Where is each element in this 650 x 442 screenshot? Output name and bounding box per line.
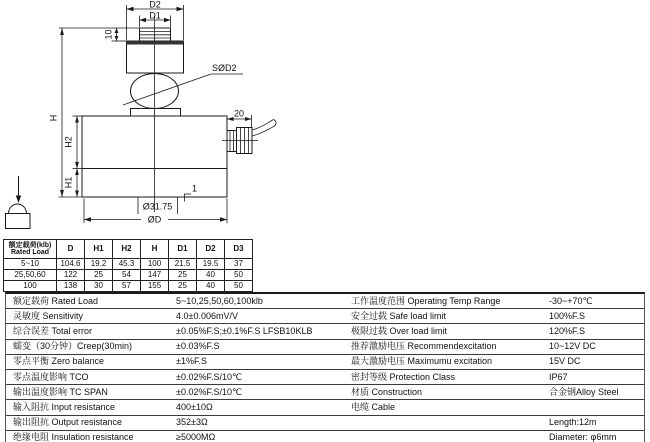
dim-cell: 25 bbox=[169, 281, 197, 292]
dim-cell: 54 bbox=[113, 270, 141, 281]
cable bbox=[252, 120, 276, 137]
dim-header-h2: H2 bbox=[113, 240, 141, 259]
dim-cell: 25 bbox=[85, 270, 113, 281]
dimension-table-row bbox=[4, 270, 253, 281]
dimension-table-row bbox=[4, 281, 253, 292]
dim-header-rated-load bbox=[4, 240, 57, 259]
spec-label: 灵敏度 Sensitivity bbox=[13, 310, 84, 321]
spec-label: 综合误差 Total error bbox=[13, 325, 93, 336]
dim-label-20: 20 bbox=[233, 108, 245, 119]
top-stud bbox=[140, 28, 171, 41]
spec-value: 5~10,25,50,60,100klb bbox=[176, 295, 263, 306]
dim-label-sphere: SØD2 bbox=[212, 63, 237, 73]
spec-value: ±1%F.S bbox=[176, 356, 207, 367]
spec-label: 输出阻抗 Output resistance bbox=[13, 417, 123, 428]
spec-value: 15V DC bbox=[549, 356, 581, 367]
spec-label: 工作温度范围 Operating Temp Range bbox=[351, 295, 501, 306]
dim-cell: 25,50,60 bbox=[4, 270, 57, 281]
dimension-10 bbox=[59, 28, 139, 41]
dim-header-d3: D3 bbox=[225, 240, 253, 259]
dim-header-h1: H1 bbox=[85, 240, 113, 259]
dim-cell: 30 bbox=[85, 281, 113, 292]
spec-row-sensitivity bbox=[6, 309, 644, 324]
dim-header-d1: D1 bbox=[169, 240, 197, 259]
dimension-table bbox=[3, 239, 253, 292]
dim-cell: 50 bbox=[225, 270, 253, 281]
dimension-20 bbox=[227, 109, 252, 128]
spec-value: IP67 bbox=[549, 371, 568, 382]
spec-value: ≥5000MΩ bbox=[176, 432, 216, 442]
dimension-d1 bbox=[140, 11, 171, 28]
spec-label: 极限过载 Over load limit bbox=[351, 325, 448, 336]
dim-cell: 19.2 bbox=[85, 259, 113, 270]
spec-row-tco bbox=[6, 370, 644, 385]
dim-label-d1: D1 bbox=[149, 10, 161, 21]
spec-value: 352±3Ω bbox=[176, 417, 208, 428]
dimension-h1 bbox=[64, 169, 79, 198]
dim-label-h1: H1 bbox=[63, 176, 74, 189]
dim-cell: 40 bbox=[197, 270, 225, 281]
spec-value: 120%F.S bbox=[549, 325, 586, 336]
dim-label-h: H bbox=[48, 114, 59, 122]
dim-label-hole: Ø31.75 bbox=[142, 201, 173, 212]
spec-label: 最大激励电压 Maximumu excitation bbox=[351, 356, 493, 367]
spec-row-output-resistance bbox=[6, 416, 644, 431]
spec-value: ±0.02%F.S/10℃ bbox=[176, 371, 243, 382]
spec-label: 额定载荷 Rated Load bbox=[13, 295, 99, 306]
dim-label-h2: H2 bbox=[63, 136, 74, 148]
dim-header-rated-load-en: Rated Load bbox=[10, 249, 50, 256]
dim-cell: 100 bbox=[4, 281, 57, 292]
spec-row-insulation-resistance bbox=[6, 431, 644, 442]
dimension-hole bbox=[138, 198, 178, 215]
spec-row-rated-load bbox=[6, 294, 644, 309]
spec-value: ±0.02%F.S/10℃ bbox=[176, 386, 243, 397]
dim-cell: 57 bbox=[113, 281, 141, 292]
spec-row-total-error bbox=[6, 324, 644, 339]
spec-value: 400±10Ω bbox=[176, 401, 213, 412]
dim-label-10: 10 bbox=[103, 29, 114, 40]
cable-gland bbox=[222, 128, 258, 154]
dim-header-h: H bbox=[141, 240, 169, 259]
dimension-recess bbox=[185, 184, 198, 202]
spec-value: 4.0±0.006mV/V bbox=[176, 310, 238, 321]
dim-cell: 45.3 bbox=[113, 259, 141, 270]
spec-label: 输入阻抗 Input resistance bbox=[13, 401, 116, 412]
spec-row-creep bbox=[6, 340, 644, 355]
spec-label: 零点温度影响 TCO bbox=[13, 371, 89, 382]
spec-value: 合金钢Alloy Steel bbox=[549, 386, 619, 397]
spec-value: 10~12V DC bbox=[549, 341, 596, 352]
ball-seat bbox=[131, 109, 181, 117]
spec-label: 零点平衡 Zero balance bbox=[13, 356, 105, 367]
spec-row-tc-span bbox=[6, 385, 644, 400]
spec-row-zero-balance bbox=[6, 355, 644, 370]
dim-cell: 155 bbox=[141, 281, 169, 292]
spec-value: Length:12m bbox=[549, 417, 597, 428]
spec-value: ±0.05%F.S;±0.1%F.S LFSB10KLB bbox=[176, 325, 313, 336]
spec-label: 蠕变（30分钟）Creep(30min) bbox=[13, 341, 133, 352]
dim-header-d2: D2 bbox=[197, 240, 225, 259]
dim-cell: 5~10 bbox=[4, 259, 57, 270]
spec-label: 材质 Construction bbox=[351, 386, 423, 397]
dim-cell: 19.5 bbox=[197, 259, 225, 270]
dim-header-rated-load-cn: 额定载荷(klb) bbox=[8, 241, 52, 249]
spec-label: 电缆 Cable bbox=[351, 401, 396, 412]
load-direction-icon bbox=[6, 176, 31, 229]
dim-label-recess: 1 bbox=[192, 183, 198, 194]
dim-cell: 147 bbox=[141, 270, 169, 281]
loading-cap bbox=[127, 41, 184, 73]
spec-label: 输出温度影响 TC SPAN bbox=[13, 386, 108, 397]
dim-cell: 100 bbox=[141, 259, 169, 270]
dimension-h2 bbox=[64, 116, 83, 169]
dim-cell: 122 bbox=[57, 270, 85, 281]
spec-label: 安全过载 Safe load limit bbox=[351, 310, 447, 321]
spec-value: ±0.03%F.S bbox=[176, 341, 220, 352]
specification-table bbox=[5, 292, 645, 442]
spec-row-input-resistance bbox=[6, 400, 644, 415]
dim-cell: 37 bbox=[225, 259, 253, 270]
dim-cell: 21.5 bbox=[169, 259, 197, 270]
dim-cell: 104.6 bbox=[57, 259, 85, 270]
spec-value: 100%F.S bbox=[549, 310, 586, 321]
spec-value: Diameter: φ6mm bbox=[549, 432, 617, 442]
dim-cell: 138 bbox=[57, 281, 85, 292]
dim-header-d: D bbox=[57, 240, 85, 259]
spec-value: -30~+70℃ bbox=[549, 295, 593, 306]
dim-label-d2: D2 bbox=[149, 0, 161, 10]
spec-label: 绝缘电阻 Insulation resistance bbox=[13, 432, 134, 442]
dimension-table-header-row bbox=[4, 240, 253, 259]
dim-cell: 50 bbox=[225, 281, 253, 292]
spec-label: 密封等级 Protection Class bbox=[351, 371, 456, 382]
dim-cell: 40 bbox=[197, 281, 225, 292]
dim-label-outer-diameter: ØD bbox=[147, 214, 162, 225]
spec-label: 推荐激励电压 Recommendexcitation bbox=[351, 341, 497, 352]
dim-cell: 25 bbox=[169, 270, 197, 281]
dimension-table-row bbox=[4, 259, 253, 270]
